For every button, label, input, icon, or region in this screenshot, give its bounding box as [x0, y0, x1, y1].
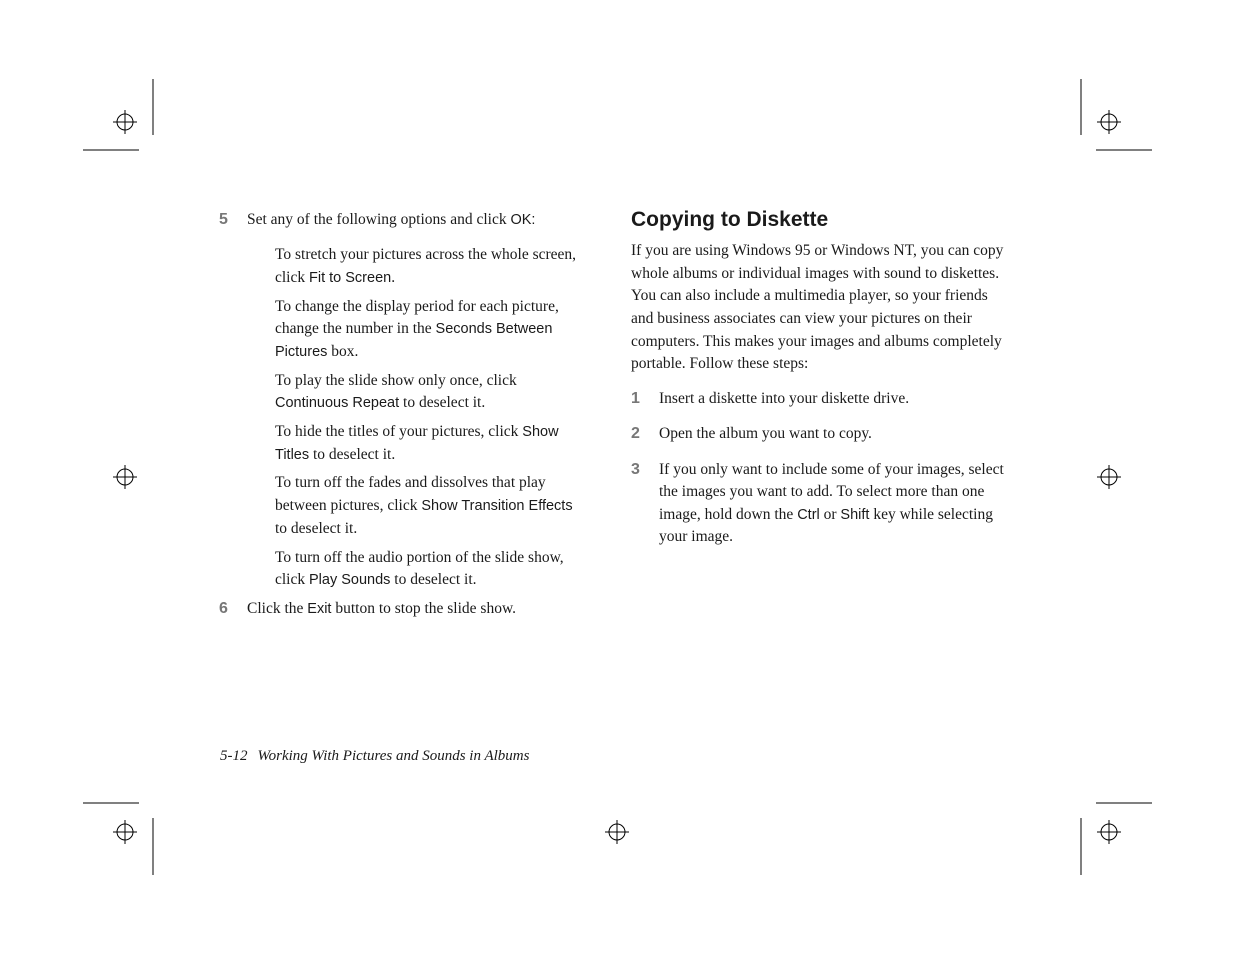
text-run: your image.: [659, 528, 734, 545]
text-run: click: [275, 269, 309, 286]
intro-line: portable. Follow these steps:: [631, 355, 809, 372]
registration-mark-left: [113, 465, 137, 489]
intro-line: computers. This makes your images and albums completely: [631, 333, 1002, 350]
text-run: key while selecting: [869, 506, 993, 523]
step-text-before: Click the: [247, 600, 308, 617]
text-run: To turn off the audio portion of the slide show,: [275, 549, 564, 566]
page-footer: [220, 748, 529, 765]
intro-line: and business associates can view your pictures on their: [631, 310, 972, 327]
text-run: the images you want to add. To select more than one: [659, 483, 985, 500]
text-run: to deselect it.: [309, 446, 396, 463]
step-number: 5: [219, 211, 228, 228]
intro-line: If you are using Windows 95 or Windows NT, you can copy: [631, 242, 1004, 259]
text-line: [659, 459, 1004, 482]
text-line: [659, 423, 872, 446]
text-line: [275, 244, 576, 267]
ui-term-exit: Exit: [307, 601, 332, 617]
text-line: [275, 296, 559, 319]
text-run: image, hold down the: [659, 506, 798, 523]
crop-mark-top-right: [1081, 79, 1152, 150]
registration-mark-bottom-center: [605, 820, 629, 844]
text-run: Insert a diskette into your diskette drive.: [659, 390, 910, 407]
text-line: [275, 518, 357, 541]
text-line: [659, 504, 993, 527]
text-line: [275, 318, 552, 341]
text-run: to deselect it.: [275, 520, 358, 537]
ui-term: Fit to Screen: [309, 270, 392, 286]
ui-term: Shift: [840, 507, 870, 523]
text-line: [275, 341, 358, 364]
text-run: or: [819, 506, 841, 523]
ui-term: Pictures: [275, 344, 328, 360]
intro-line: whole albums or individual images with sound to diskettes.: [631, 265, 1000, 282]
text-line: [275, 421, 559, 444]
ui-term: Ctrl: [797, 507, 820, 523]
text-line: [275, 267, 395, 290]
text-run: .: [391, 269, 396, 286]
text-line: [275, 472, 546, 495]
text-run: To stretch your pictures across the whole screen,: [275, 246, 577, 263]
ui-term: Show Transition Effects: [421, 498, 573, 514]
step-text-after: button to stop the slide show.: [331, 600, 517, 617]
text-run: to deselect it.: [390, 571, 477, 588]
text-run: between pictures, click: [275, 497, 422, 514]
crop-mark-bottom-right: [1081, 803, 1152, 875]
step-number: 3: [631, 461, 640, 478]
crop-mark-top-left: [83, 79, 153, 150]
text-line: [275, 444, 395, 467]
chapter-title: Working With Pictures and Sounds in Albums: [257, 748, 530, 764]
crop-mark-bottom-left: [83, 803, 153, 875]
ui-term: Show: [522, 424, 559, 440]
text-run: click: [275, 571, 309, 588]
section-heading: Copying to Diskette: [631, 208, 829, 231]
text-run: To turn off the fades and dissolves that play: [275, 474, 546, 491]
text-line: [659, 481, 984, 504]
step-text: [247, 598, 516, 621]
ui-term: Continuous Repeat: [275, 395, 400, 411]
registration-mark-right: [1097, 465, 1121, 489]
intro-line: You can also include a multimedia player, so your friends: [631, 287, 988, 304]
text-line: [275, 495, 573, 518]
ui-term: Titles: [275, 447, 310, 463]
step-number: 2: [631, 425, 640, 442]
step-number: 6: [219, 600, 228, 617]
text-run: To play the slide show only once, click: [275, 372, 517, 389]
text-line: [275, 547, 564, 570]
text-run: box.: [327, 343, 359, 360]
step-number: 1: [631, 390, 640, 407]
text-line: [275, 370, 517, 393]
page-number: 5-12: [220, 748, 248, 764]
text-run: change the number in the: [275, 320, 436, 337]
text-line: [659, 526, 733, 549]
text-line: [275, 392, 485, 415]
text-run: To hide the titles of your pictures, click: [275, 423, 523, 440]
step-text-body: Set any of the following options and click: [247, 211, 511, 228]
ui-term: Play Sounds: [309, 572, 391, 588]
ui-term-ok: OK:: [510, 212, 536, 228]
text-run: To change the display period for each picture,: [275, 298, 559, 315]
text-run: If you only want to include some of your images, select: [659, 461, 1004, 478]
text-line: [659, 388, 909, 411]
text-line: [275, 569, 477, 592]
text-run: to deselect it.: [399, 394, 486, 411]
text-run: Open the album you want to copy.: [659, 425, 872, 442]
ui-term: Seconds Between: [435, 321, 553, 337]
step-text: [247, 209, 535, 232]
